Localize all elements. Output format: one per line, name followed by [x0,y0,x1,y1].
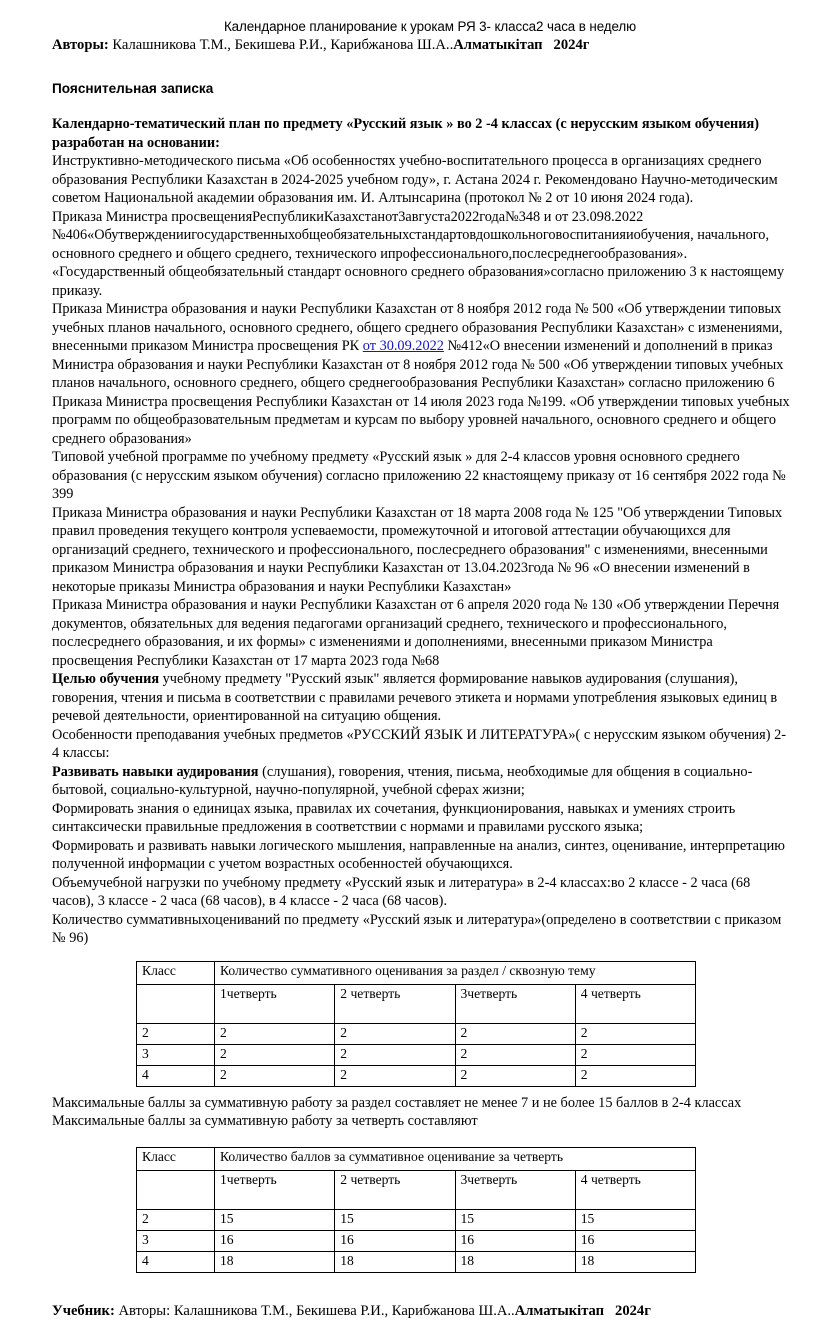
authors-label: Авторы: [52,37,109,54]
t2-row-2-klass: 4 [137,1251,215,1272]
paragraph-summative-count: Количество суммативныхоцениваний по предмету «Русский язык и литература»(определено в соответствии с приказом № 96) [52,911,782,947]
t1-row-0-klass: 2 [137,1023,215,1044]
section-heading: Пояснительная записка [52,81,214,97]
t2-quarter-3-header: 3четверть [455,1170,575,1209]
table-row [137,1230,696,1251]
learning-goal-label: Целью обучения [52,671,160,688]
paragraph-form-knowledge: Формировать знания о единицах языка, правилах их сочетания, функционирования, навыках и умениях строить синтаксически правильные предложения в соответствии с нормами и правилами русского языка; [52,800,736,836]
t1-quarter-3-header: 3четверть [455,984,575,1023]
t2-row-1-q1: 16 [215,1230,335,1251]
summative-count-table [136,961,696,1087]
t2-quarter-4-header: 4 четверть [575,1170,695,1209]
order-500-text-a: Приказа Министра образования и науки Республики Казахстан от 8 ноября 2012 года № 500 «Об утверждении типовых учебных планов начального, основного среднего, общего среднего образования Республики Казахстан» с изменениями, внесенными приказом Министра просвещения РК [52,301,783,355]
t1-row-1-q4: 2 [575,1044,695,1065]
textbook-authors: Авторы: Калашникова Т.М., Бекишева Р.И., Карибжанова Ш.А.. [114,1302,515,1319]
t1-row-0-q2: 2 [335,1023,455,1044]
order-500-text-b: №412«О внесении изменений и дополнений в приказ Министра образования и науки Республики Казахстан от 8 ноября 2012 года № 500 «Об утверждении типовых учебных планов начального, основного среднего, общего среднегообразования Республики Казахстан» согласно приложению 6 [52,338,784,392]
publication-year: 2024г [553,37,590,54]
paragraph-order-199: Приказа Министра просвещения Республики Казахстан от 14 июля 2023 года №199. «Об утверждении типовых учебных программ по общеобразовательным предметам и курсам по выбору уровней начального, основного среднего и общего среднего образования» [52,393,790,447]
t2-row-1-q3: 16 [455,1230,575,1251]
t1-empty-cell [137,984,215,1023]
paragraph-instructive-letter: Инструктивно-методического письма «Об особенностях учебно-воспитательного процесса в организациях среднего образования Республики Казахстан в 2024-2025 учебном году», г. Астана 2024 г. Рекомендовано Научно-методическим советом Национальной академии образования им. И. Алтынсарина (протокол № 2 от 10 июня 2024 года). [52,153,778,207]
t2-row-1-q2: 16 [335,1230,455,1251]
table-row [137,1044,696,1065]
learning-goal-text: учебному предмету "Русский язык" является формирование навыков аудирования (слушания), говорения, чтения и письма в соответствии с правилами речевого этикета и нормами употребления языковых единиц в речевой деятельности, ориентированной на ситуацию общения. [52,671,778,725]
t1-quarter-2-header: 2 четверть [335,984,455,1023]
t1-row-2-q3: 2 [455,1065,575,1086]
t2-row-2-q3: 18 [455,1251,575,1272]
table-row [137,1147,696,1170]
t2-row-0-q1: 15 [215,1209,335,1230]
summative-points-table [136,1147,696,1273]
paragraph-logical-thinking: Формировать и развивать навыки логического мышления, направленные на анализ, синтез, оценивание, интерпретацию полученной информации с учетом возрастных особенностей обучающихся. [52,837,785,873]
t1-row-0-q1: 2 [215,1023,335,1044]
develop-listening-text: (слушания), говорения, чтения, письма, необходимые для общения в социально-бытовой, социально-культурной, научно-популярной, учебной сферах жизни; [52,763,753,799]
table-row [137,1023,696,1044]
develop-listening-label: Развивать навыки аудирования [52,763,259,780]
t1-row-2-q4: 2 [575,1065,695,1086]
document-body [52,115,790,948]
table-row [137,1170,696,1209]
spacer-before-table-1 [52,948,790,957]
authors-line [52,36,790,55]
t2-row-0-klass: 2 [137,1209,215,1230]
table-1-wrapper [136,961,790,1087]
table-row [137,961,696,984]
paragraph-typical-program: Типовой учебной программе по учебному предмету «Русский язык » для 2-4 классов уровня основного среднего образования (с нерусским языком обучения) согласно приложению 22 кнастоящему приказу от 16 сентября 2022 года № 399 [52,449,786,503]
paragraph-teaching-features: Особенности преподавания учебных предметов «РУССКИЙ ЯЗЫК И ЛИТЕРАТУРА»( с нерусским языком обучения) 2-4 классы: [52,726,786,762]
t2-row-1-klass: 3 [137,1230,215,1251]
t2-row-2-q2: 18 [335,1251,455,1272]
t1-col-klass-header: Класс [137,961,215,984]
publisher-name: Алматыкітап [453,37,543,54]
t2-quarter-2-header: 2 четверть [335,1170,455,1209]
t2-row-0-q3: 15 [455,1209,575,1230]
t2-row-2-q1: 18 [215,1251,335,1272]
t1-row-2-q1: 2 [215,1065,335,1086]
textbook-label: Учебник: [52,1302,115,1319]
t1-row-1-q2: 2 [335,1044,455,1065]
t2-empty-cell [137,1170,215,1209]
t2-row-0-q2: 15 [335,1209,455,1230]
t1-row-2-klass: 4 [137,1065,215,1086]
table-row [137,1209,696,1230]
t1-row-0-q4: 2 [575,1023,695,1044]
page-title: Календарное планирование к урокам РЯ 3- класса2 часа в неделю [223,19,637,34]
t2-col-klass-header: Класс [137,1147,215,1170]
t2-span-header: Количество баллов за суммативное оценивание за четверть [215,1147,696,1170]
t1-span-header: Количество суммативного оценивания за раздел / сквозную тему [215,961,696,984]
t1-row-2-q2: 2 [335,1065,455,1086]
textbook-publisher: Алматыкітап [514,1302,605,1319]
table-row [137,1251,696,1272]
textbook-line [52,1302,790,1321]
t2-row-0-q4: 15 [575,1209,695,1230]
paragraph-order-125: Приказа Министра образования и науки Республики Казахстан от 18 марта 2008 года № 125 "Об утверждении Типовых правил проведения текущего контроля успеваемости, промежуточной и итоговой аттестации обучающихся для организаций среднего, технического и профессионального, послесреднего образования" с изменениями, внесенными приказом Министра образования и науки Республики Казахстан от 13.04.2023года № 96 «О внесении изменений в некоторые приказы Министра образования и науки Республики Казахстан» [52,504,783,595]
spacer-before-table-2 [52,1131,790,1143]
order-date-link[interactable]: от 30.09.2022 [362,338,444,355]
t1-quarter-1-header: 1четверть [215,984,335,1023]
paragraph-max-points-section: Максимальные баллы за суммативную работу за раздел составляет не менее 7 и не более 15 баллов в 2-4 классах [52,1094,742,1111]
table-row [137,1065,696,1086]
authors-names: Калашникова Т.М., Бекишева Р.И., Карибжанова Ш.А.. [108,37,454,54]
paragraph-learning-goal [52,670,790,726]
t1-row-1-q1: 2 [215,1044,335,1065]
table-2-wrapper [136,1147,790,1273]
paragraph-workload: Объемучебной нагрузки по учебному предмету «Русский язык и литература» в 2-4 классах:во 2 классе - 2 часа (68 часов), 3 классе - 2 часа (68 часов), в 4 классе - 2 часа (68 часов). [52,874,751,910]
paragraph-order-348: Приказа Министра просвещенияРеспубликиКазахстанот3августа2022года№348 и от 23.098.2022 №406«Обутверждениигосударственныхобщеобязательныхстандартовдошкольноговоспитанияиобучения, начального, основного среднего и общего среднего, технического ипрофессионального,послесреднегообразования». [52,208,770,262]
t2-row-1-q4: 16 [575,1230,695,1251]
t1-quarter-4-header: 4 четверть [575,984,695,1023]
t1-row-1-q3: 2 [455,1044,575,1065]
paragraph-state-standard: «Государственный общеобязательный стандарт основного среднего образования»согласно приложению 3 к настоящему приказу. [52,264,785,299]
paragraph-max-points-quarter: Максимальные баллы за суммативную работу за четверть составляют [52,1113,478,1130]
paragraph-develop-listening [52,763,790,800]
t1-row-0-q3: 2 [455,1023,575,1044]
paragraph-order-130: Приказа Министра образования и науки Республики Казахстан от 6 апреля 2020 года № 130 «Об утверждении Перечня документов, обязательных для ведения педагогами организаций среднего, технического и профессионального, послесреднего образования, и их формы» с изменениями и дополнениями, внесенными приказом Министра просвещения Республики Казахстан от 17 марта 2023 года №68 [52,597,780,669]
paragraph-order-500 [52,300,790,393]
paragraph-plan-basis: Календарно-тематический план по предмету «Русский язык » во 2 -4 классах (с нерусским языком обучения) разработан на основании: [52,116,760,151]
table-row [137,984,696,1023]
t2-quarter-1-header: 1четверть [215,1170,335,1209]
t2-row-2-q4: 18 [575,1251,695,1272]
textbook-year: 2024г [615,1302,651,1319]
t1-row-1-klass: 3 [137,1044,215,1065]
